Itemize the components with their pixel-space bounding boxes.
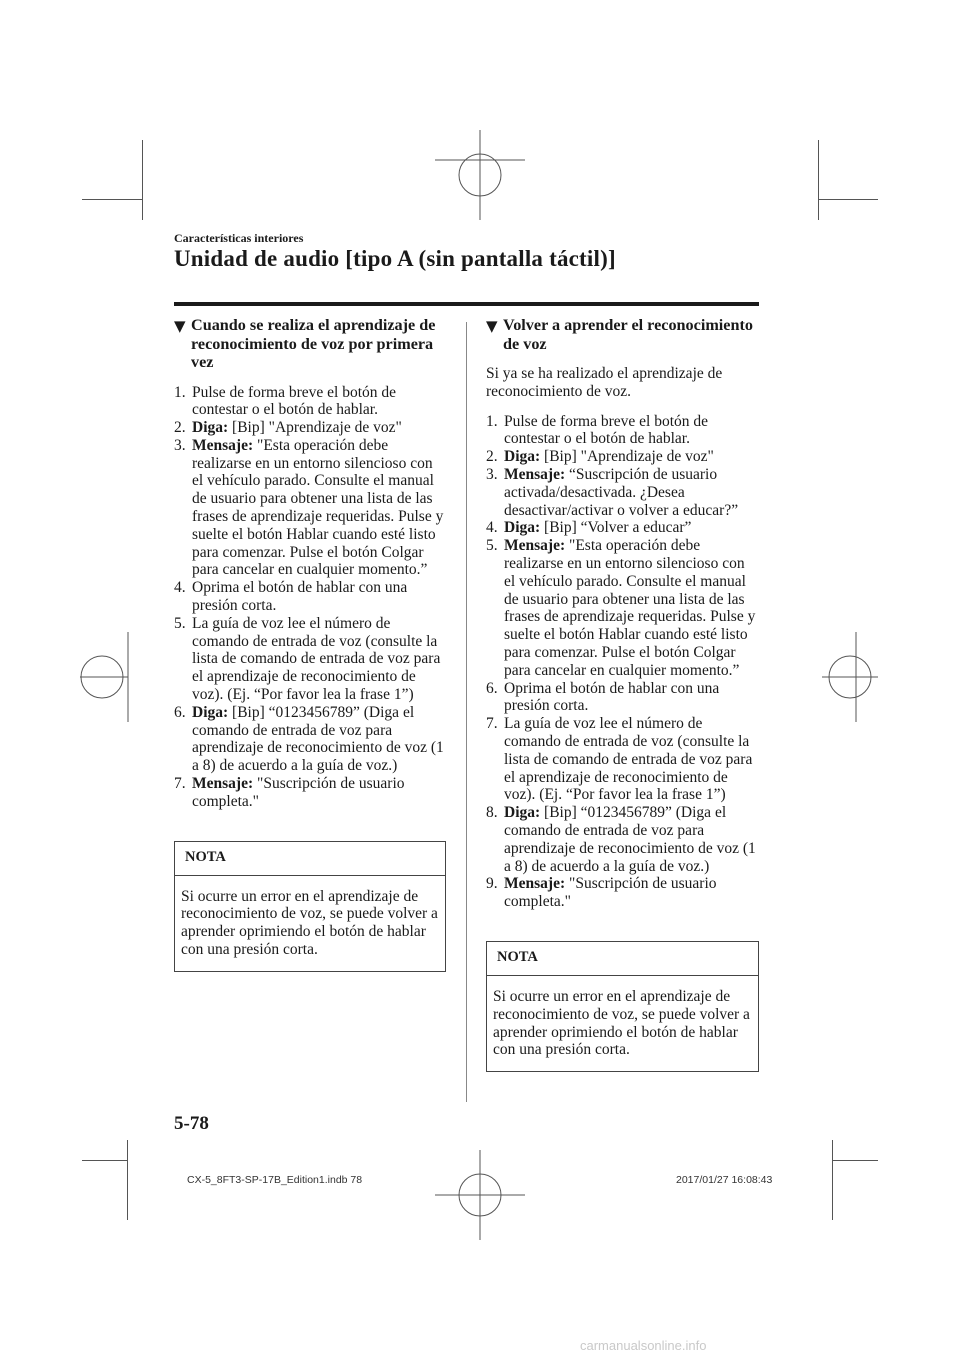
step-text: [Bip] "Aprendizaje de voz" xyxy=(540,448,714,466)
step-text: "Suscripción de usuario completa." xyxy=(192,775,405,810)
step-item xyxy=(486,875,759,911)
step-text: La guía de voz lee el número de comando de entrada de voz (consulte la lista de comando de entrada de voz para el aprendizaje de reconocimiento de voz). (Ej. “Por favor lea la frase 1”) xyxy=(192,614,441,704)
step-number: 3. xyxy=(174,436,186,454)
footer-file-info: CX-5_8FT3-SP-17B_Edition1.indb 78 xyxy=(187,1174,363,1186)
triangle-down-icon: ▼ xyxy=(174,317,186,335)
step-item xyxy=(486,413,759,449)
step-item xyxy=(486,537,759,679)
step-text: "Esta operación debe realizarse en un entorno silencioso con el vehículo parado. Consulte el manual de usuario para obtener una lista de las frases de aprendizaje requeridas. Pulse y suelte el botón Hablar cuando esté listo para comenzar. Pulse el botón Colgar para cancelar en cualquier momento.” xyxy=(192,436,444,579)
step-item xyxy=(486,519,759,537)
crop-mark xyxy=(832,1160,878,1161)
left-heading-text: Cuando se realiza el aprendizaje de reconocimiento de voz por primera vez xyxy=(191,316,436,371)
left-column xyxy=(174,316,446,972)
left-steps-list xyxy=(174,384,446,811)
step-keyword: Mensaje: xyxy=(504,465,566,483)
step-item xyxy=(486,466,759,519)
step-text: Oprima el botón de hablar con una presión corta. xyxy=(504,679,720,715)
step-text: Pulse de forma breve el botón de contestar o el botón de hablar. xyxy=(192,383,397,419)
step-item xyxy=(174,384,446,420)
step-item xyxy=(174,615,446,704)
step-item xyxy=(174,437,446,579)
step-keyword: Diga: xyxy=(504,519,541,537)
step-item xyxy=(174,775,446,811)
crop-mark xyxy=(142,140,143,220)
step-item xyxy=(174,579,446,615)
step-number: 1. xyxy=(486,412,498,430)
crop-mark xyxy=(832,1140,833,1220)
right-intro: Si ya se ha realizado el aprendizaje de reconocimiento de voz. xyxy=(486,365,723,400)
step-keyword: Mensaje: xyxy=(504,537,566,555)
step-number: 4. xyxy=(174,579,186,597)
step-text: [Bip] “Volver a educar” xyxy=(540,519,692,537)
chapter-title: Unidad de audio [tipo A (sin pantalla táctil)] xyxy=(174,246,616,271)
crop-mark xyxy=(818,140,819,220)
step-text: La guía de voz lee el número de comando de entrada de voz (consulte la lista de comando de entrada de voz para el aprendizaje de reconocimiento de voz). (Ej. “Por favor lea la frase 1”) xyxy=(504,715,753,804)
step-text: “Suscripción de usuario activada/desactivada. ¿Desea desactivar/activar o volver a educar?” xyxy=(504,465,739,519)
step-number: 2. xyxy=(486,448,498,466)
step-text: Oprima el botón de hablar con una presión corta. xyxy=(192,579,408,615)
crop-mark xyxy=(82,199,142,200)
crop-mark xyxy=(127,1140,128,1220)
step-number: 2. xyxy=(174,419,186,437)
nota-text: Si ocurre un error en el aprendizaje de reconocimiento de voz, se puede volver a aprender oprimiendo el botón de hablar con una presión corta. xyxy=(181,887,438,959)
step-text: [Bip] “0123456789” (Diga el comando de entrada de voz para aprendizaje de reconocimiento de voz (1 a 8) de acuerdo a la guía de voz.) xyxy=(504,804,756,875)
nota-title: NOTA xyxy=(175,842,445,876)
title-rule xyxy=(174,302,759,306)
step-number: 1. xyxy=(174,383,186,401)
crop-mark xyxy=(82,1160,127,1161)
registration-mark-icon xyxy=(435,130,525,220)
step-text: "Suscripción de usuario completa." xyxy=(504,875,717,911)
nota-text: Si ocurre un error en el aprendizaje de reconocimiento de voz, se puede volver a aprender oprimiendo el botón de hablar con una presión corta. xyxy=(493,987,750,1059)
registration-mark-icon xyxy=(435,1150,525,1240)
step-keyword: Mensaje: xyxy=(504,875,566,893)
column-divider xyxy=(466,322,467,1102)
step-number: 6. xyxy=(174,703,186,721)
left-nota-box xyxy=(174,841,446,972)
right-steps-list xyxy=(486,413,759,911)
step-keyword: Diga: xyxy=(504,804,541,822)
step-item xyxy=(486,680,759,716)
step-text: "Esta operación debe realizarse en un entorno silencioso con el vehículo parado. Consulte el manual de usuario para obtener una lista de las frases de aprendizaje requeridas. Pulse y suelte el botón Hablar cuando esté listo para comenzar. Pulse el botón Colgar para cancelar en cualquier momento.” xyxy=(504,537,756,679)
step-number: 9. xyxy=(486,875,498,893)
step-text: [Bip] "Aprendizaje de voz" xyxy=(228,419,402,437)
watermark-text: carmanualsonline.info xyxy=(580,1338,707,1353)
step-keyword: Mensaje: xyxy=(192,436,254,454)
crop-mark xyxy=(818,199,878,200)
step-item xyxy=(486,448,759,466)
step-item xyxy=(486,804,759,875)
step-item xyxy=(174,704,446,775)
left-heading xyxy=(174,316,446,372)
step-item xyxy=(174,419,446,437)
step-number: 7. xyxy=(174,775,186,793)
right-heading xyxy=(486,316,759,353)
section-label: Características interiores xyxy=(174,231,304,245)
step-number: 5. xyxy=(486,537,498,555)
step-text: [Bip] “0123456789” (Diga el comando de entrada de voz para aprendizaje de reconocimiento de voz (1 a 8) de acuerdo a la guía de voz.) xyxy=(192,703,444,775)
step-number: 5. xyxy=(174,614,186,632)
right-heading-text: Volver a aprender el reconocimiento de voz xyxy=(503,316,753,353)
step-keyword: Diga: xyxy=(192,419,229,437)
right-column xyxy=(486,316,759,1072)
step-number: 8. xyxy=(486,804,498,822)
step-number: 4. xyxy=(486,519,498,537)
page-number: 5-78 xyxy=(174,1113,209,1134)
registration-mark-icon xyxy=(80,632,170,722)
footer-timestamp: 2017/01/27 16:08:43 xyxy=(676,1174,773,1186)
nota-title: NOTA xyxy=(487,942,758,976)
step-keyword: Diga: xyxy=(504,448,541,466)
step-item xyxy=(486,715,759,804)
right-nota-box xyxy=(486,941,759,1072)
step-text: Pulse de forma breve el botón de contestar o el botón de hablar. xyxy=(504,412,709,448)
step-number: 7. xyxy=(486,715,498,733)
step-keyword: Mensaje: xyxy=(192,775,254,793)
step-number: 3. xyxy=(486,465,498,483)
step-number: 6. xyxy=(486,679,498,697)
step-keyword: Diga: xyxy=(192,703,229,721)
registration-mark-icon xyxy=(812,632,902,722)
triangle-down-icon: ▼ xyxy=(486,317,498,335)
